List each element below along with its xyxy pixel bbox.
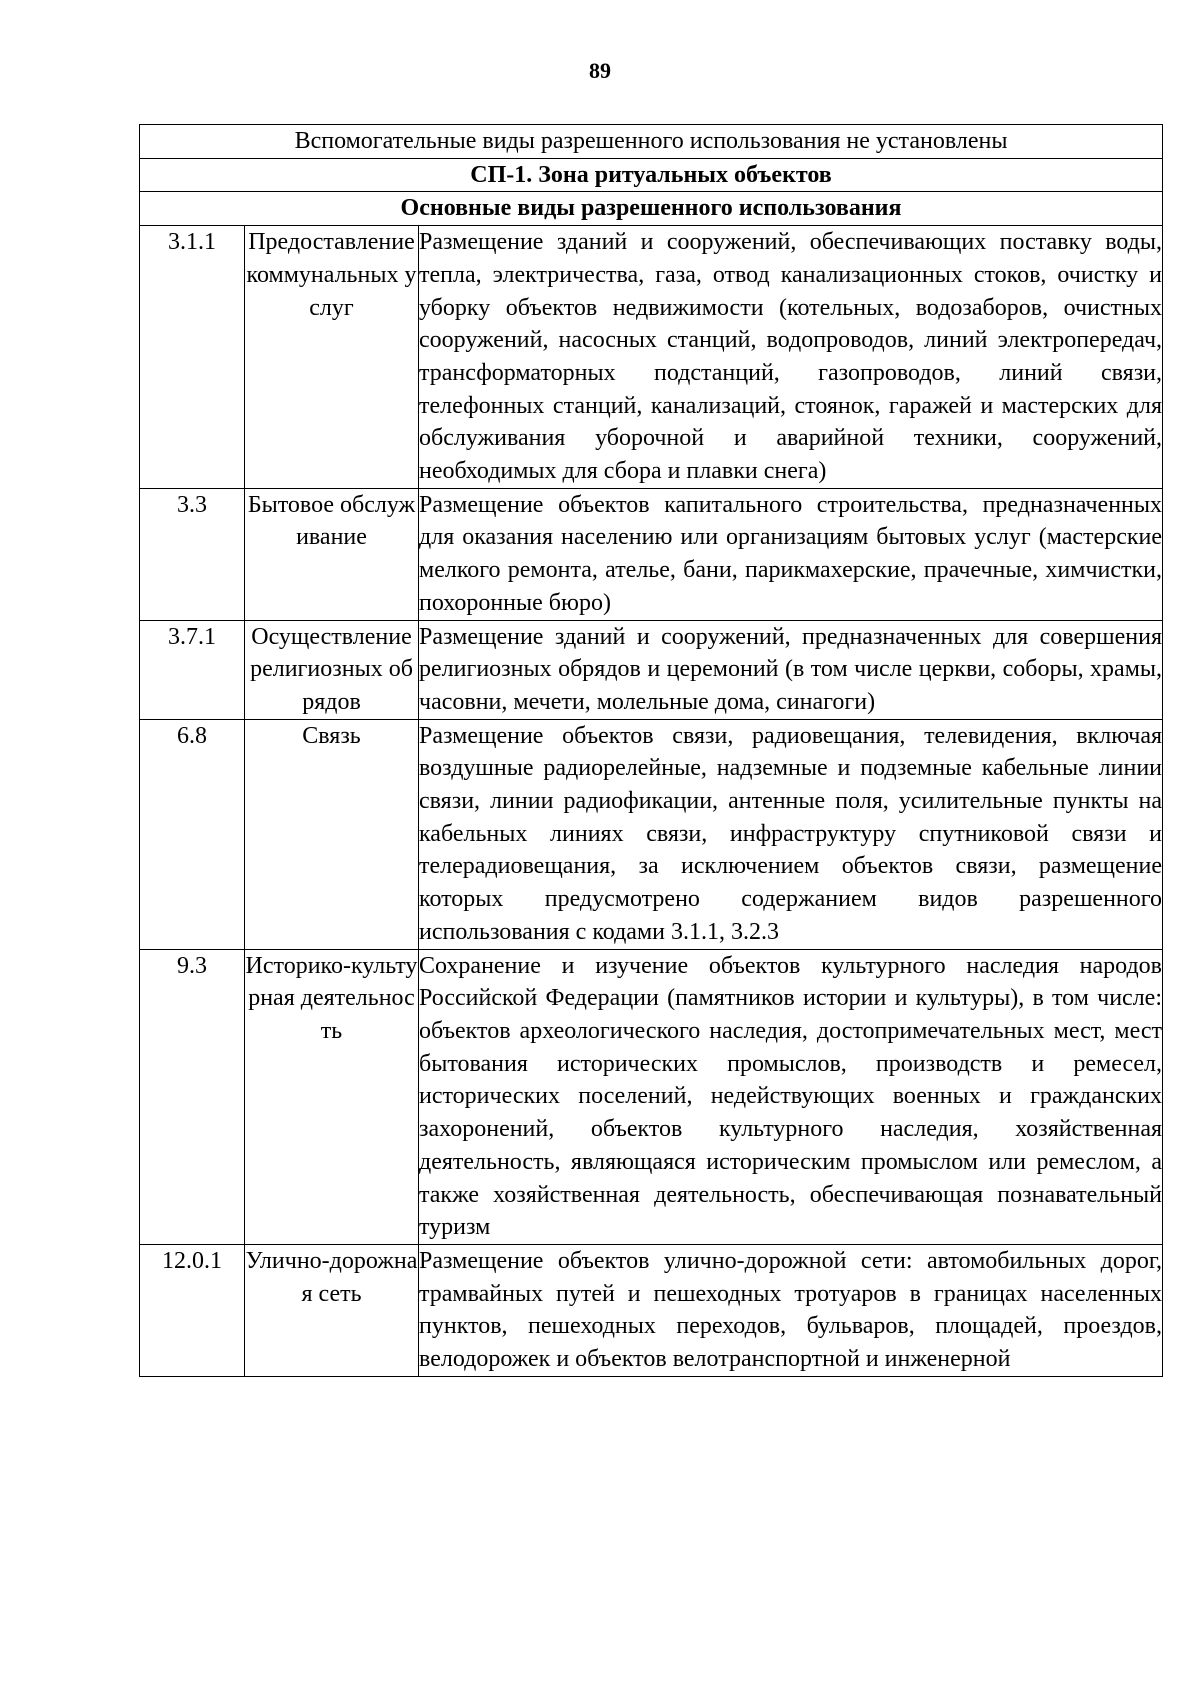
table-row [140,620,1163,719]
use-name: Связь [245,719,419,949]
auxiliary-uses-note: Вспомогательные виды разрешенного использования не установлены [140,125,1163,159]
use-code: 6.8 [140,719,245,949]
land-use-table [139,124,1163,1377]
use-code: 12.0.1 [140,1244,245,1376]
zone-title: СП-1. Зона ритуальных объектов [140,158,1163,192]
use-description: Размещение объектов улично-дорожной сети: автомобильных дорог, трамвайных путей и пешеходных тротуаров в границах населенных пунктов, пешеходных переходов, бульваров, площадей, проездов, велодорожек и объектов велотранспортной и инженерной [419,1244,1163,1376]
use-description: Размещение объектов капитального строительства, предназначенных для оказания населению или организациям бытовых услуг (мастерские мелкого ремонта, ателье, бани, парикмахерские, прачечные, химчистки, похоронные бюро) [419,488,1163,620]
auxiliary-uses-row [140,125,1163,159]
use-name: Улично-дорожная сеть [245,1244,419,1376]
use-description: Размещение зданий и сооружений, обеспечивающих поставку воды, тепла, электричества, газа, отвод канализационных стоков, очистку и уборку объектов недвижимости (котельных, водозаборов, очистных сооружений, насосных станций, водопроводов, линий электропередач, трансформаторных подстанций, газопроводов, линий связи, телефонных станций, канализаций, стоянок, гаражей и мастерских для обслуживания уборочной и аварийной техники, сооружений, необходимых для сбора и плавки снега) [419,226,1163,489]
use-code: 3.3 [140,488,245,620]
zone-title-row [140,158,1163,192]
use-description: Размещение объектов связи, радиовещания, телевидения, включая воздушные радиорелейные, надземные и подземные кабельные линии связи, линии радиофикации, антенные поля, усилительные пункты на кабельных линиях связи, инфраструктуру спутниковой связи и телерадиовещания, за исключением объектов связи, размещение которых предусмотрено содержанием видов разрешенного использования с кодами 3.1.1, 3.2.3 [419,719,1163,949]
table-row [140,949,1163,1244]
table-row [140,226,1163,489]
use-description: Размещение зданий и сооружений, предназначенных для совершения религиозных обрядов и церемоний (в том числе церкви, соборы, храмы, часовни, мечети, молельные дома, синагоги) [419,620,1163,719]
section-title-row [140,192,1163,226]
use-name: Осуществление религиозных обрядов [245,620,419,719]
use-code: 3.7.1 [140,620,245,719]
table-row [140,488,1163,620]
table-row [140,719,1163,949]
table-row [140,1244,1163,1376]
use-description: Сохранение и изучение объектов культурного наследия народов Российской Федерации (памятников истории и культуры), в том числе: объектов археологического наследия, достопримечательных мест, мест бытования исторических промыслов, производств и ремесел, исторических поселений, недействующих военных и гражданских захоронений, объектов культурного наследия, хозяйственная деятельность, являющаяся историческим промыслом или ремеслом, а также хозяйственная деятельность, обеспечивающая познавательный туризм [419,949,1163,1244]
use-name: Бытовое обслуживание [245,488,419,620]
page-number: 89 [589,58,611,83]
use-code: 9.3 [140,949,245,1244]
use-name: Историко-культурная деятельность [245,949,419,1244]
use-code: 3.1.1 [140,226,245,489]
use-name: Предоставление коммунальных услуг [245,226,419,489]
section-title: Основные виды разрешенного использования [140,192,1163,226]
